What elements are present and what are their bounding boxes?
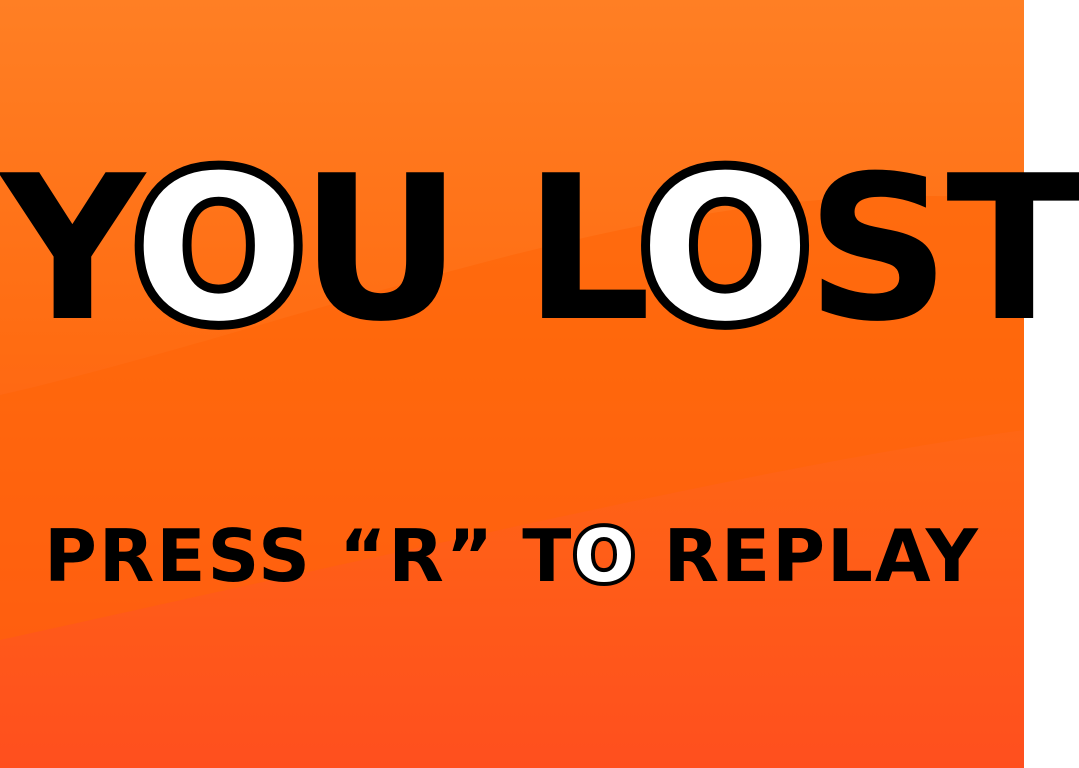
prompt-part-1: PRESS “R” T: [44, 514, 574, 598]
prompt-part-3: REPLAY: [636, 514, 980, 598]
title-part-3: U L: [299, 133, 641, 366]
title-o-white-2: O: [640, 133, 807, 366]
prompt-o-white: O: [573, 514, 637, 598]
replay-prompt: [0, 514, 1024, 598]
title-o-white: O: [133, 133, 300, 366]
title-part-5: ST: [806, 133, 1079, 366]
title-part-1: Y: [0, 133, 134, 366]
you-lost-title: [0, 133, 1079, 366]
